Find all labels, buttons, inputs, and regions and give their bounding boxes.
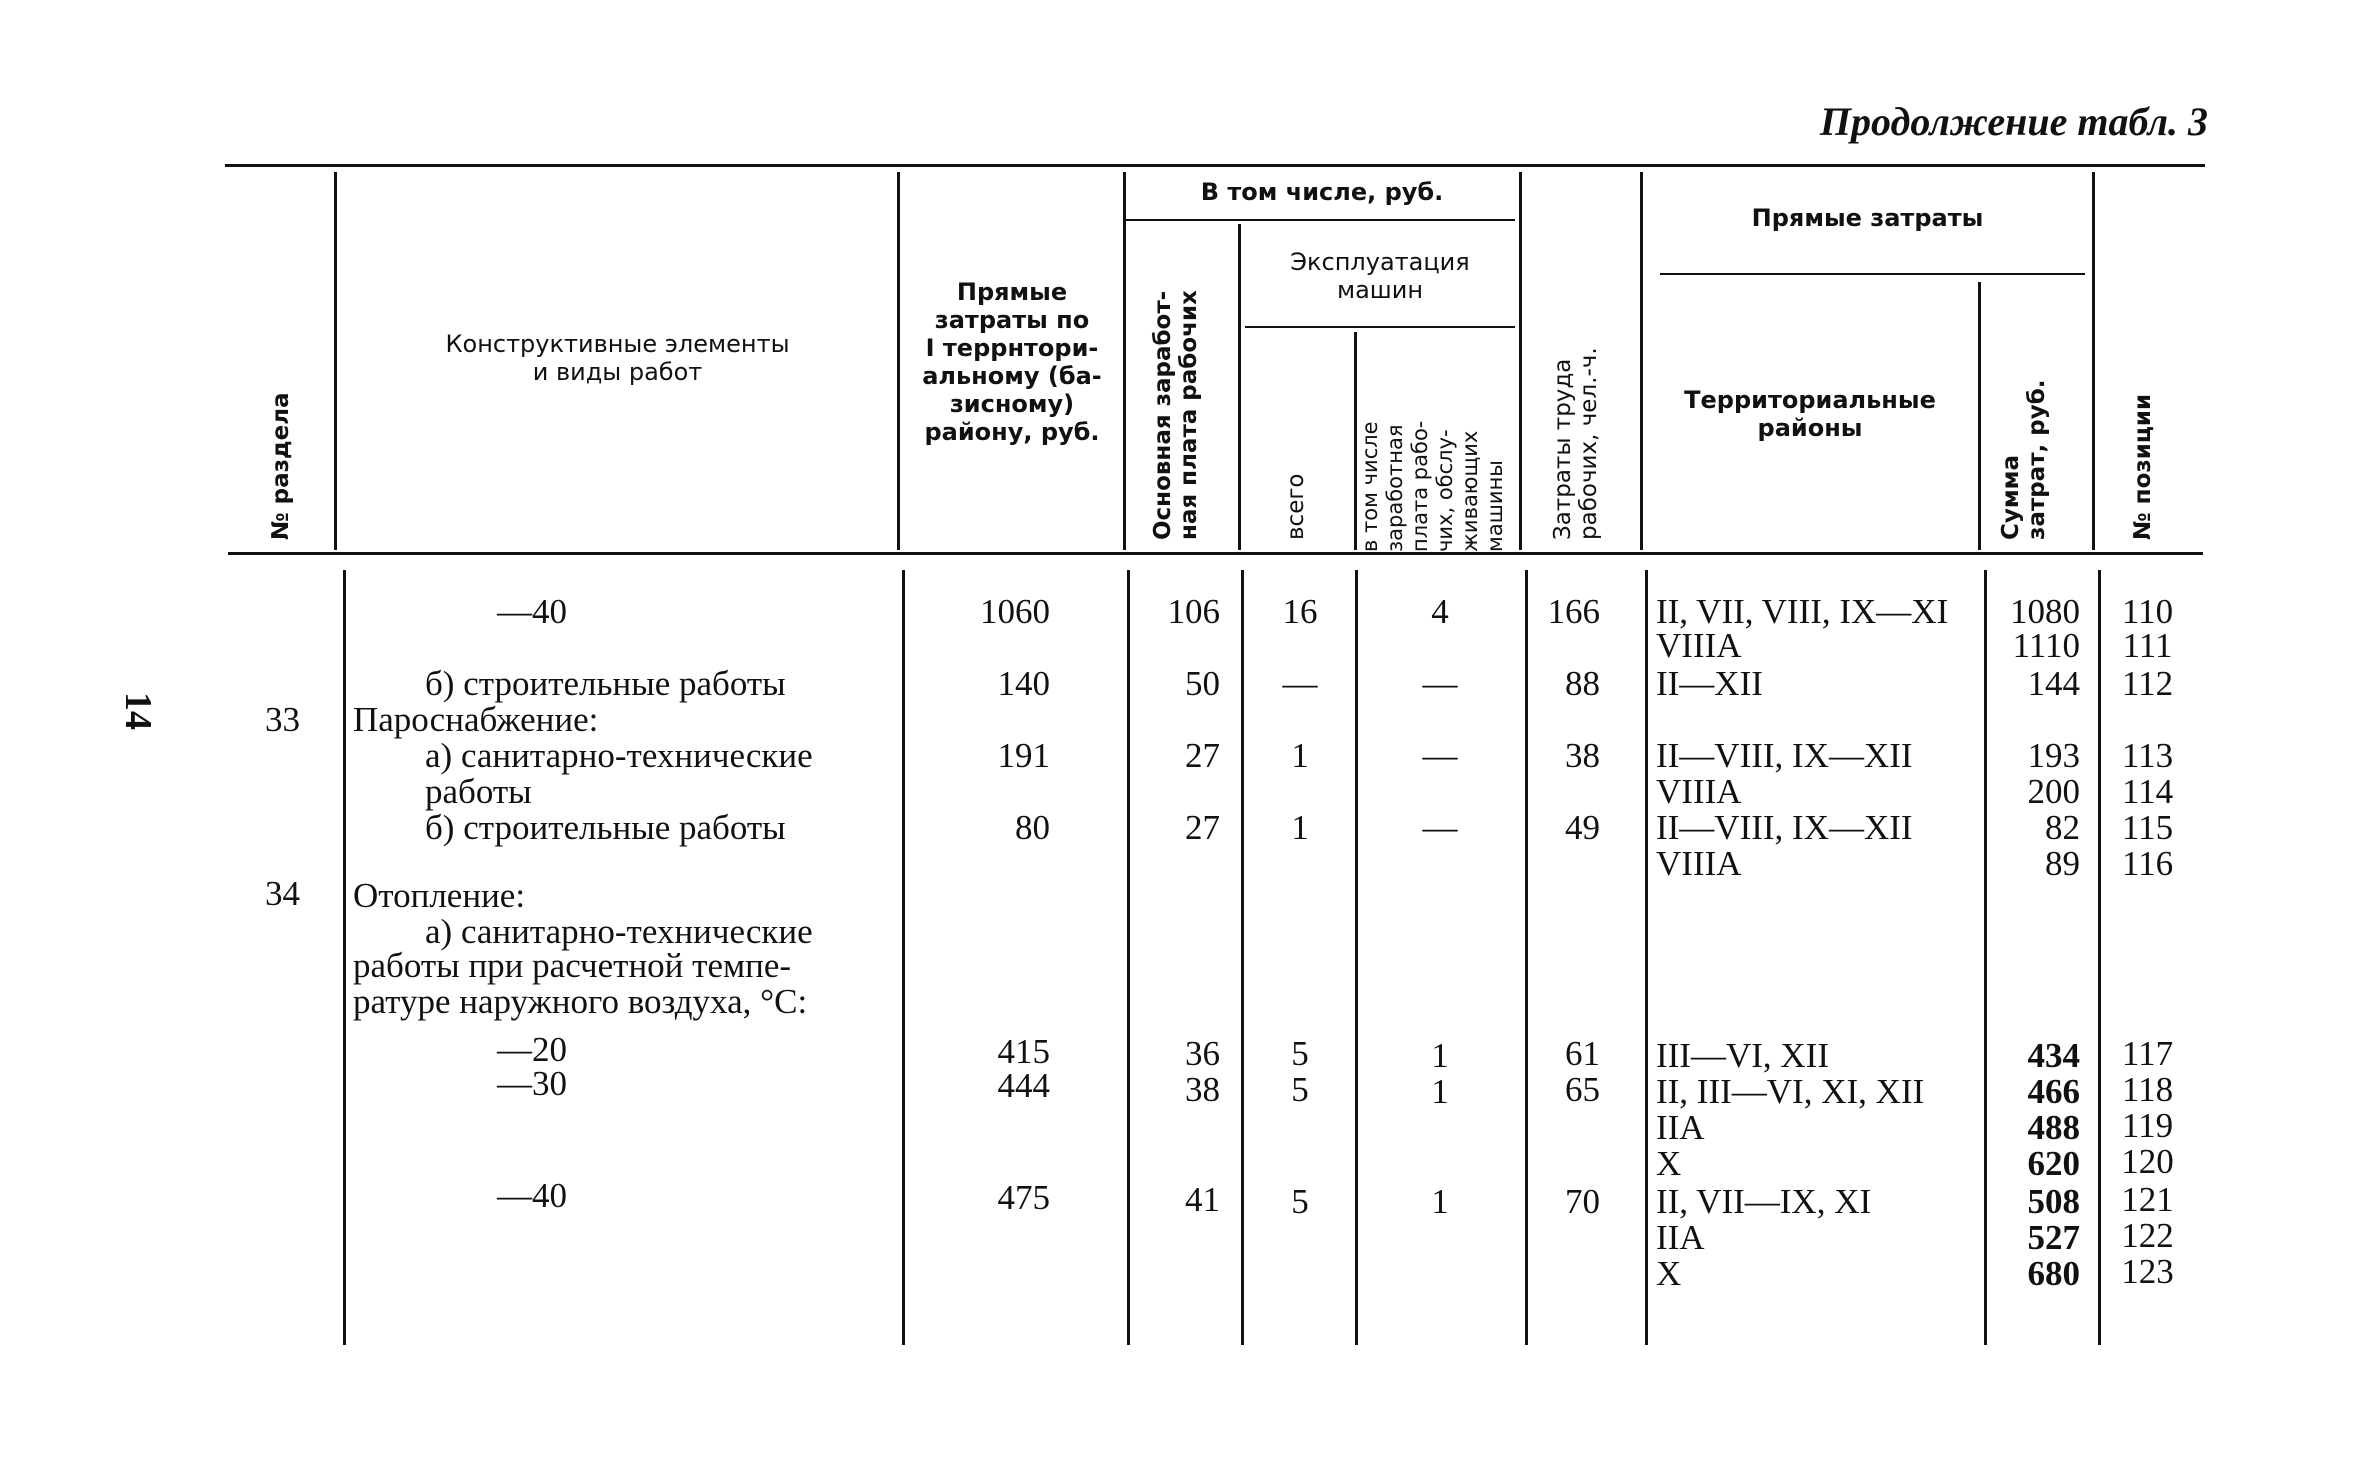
region-line: II—VIII, IX—XII [1656, 736, 1913, 775]
base-cost-cell: 140 [997, 664, 1050, 703]
region-line: II—XII [1656, 664, 1763, 703]
region-line: II, VII—IX, XI [1656, 1182, 1872, 1221]
body-col-divider [1355, 570, 1358, 1345]
sum-line: 488 [2027, 1108, 2080, 1147]
region-line: II, III—VI, XI, XII [1656, 1072, 1925, 1111]
header-bottom-rule [228, 552, 2203, 555]
header-col-divider [334, 172, 337, 550]
labor-cell: 88 [1565, 664, 1600, 703]
sum-line: 466 [2027, 1072, 2080, 1111]
machine-wage-cell: 1 [1431, 1072, 1449, 1111]
region-line: II—VIII, IX—XII [1656, 808, 1913, 847]
base-cost-cell: 191 [997, 736, 1050, 775]
elem-cell: б) строительные работы [425, 664, 786, 703]
wage-cell: 106 [1167, 592, 1220, 631]
sum-line: 200 [2027, 772, 2080, 811]
position-line: 113 [2121, 736, 2174, 775]
base-cost-cell: 475 [997, 1178, 1050, 1217]
header-base-wage: Основная заработ- ная плата рабочих [1150, 290, 1202, 540]
elem-cell: —40 [497, 1176, 567, 1215]
labor-cell: 49 [1565, 808, 1600, 847]
position-line: 117 [2121, 1034, 2174, 1073]
machine-total-cell: 16 [1282, 592, 1318, 631]
base-cost-cell: 1060 [980, 592, 1050, 631]
region-line: II, VII, VIII, IX—XI [1656, 592, 1949, 631]
machine-wage-cell: 1 [1431, 1182, 1449, 1221]
position-line: 122 [2121, 1216, 2174, 1255]
sum-line: 527 [2027, 1218, 2080, 1257]
header-including: В том числе, руб. [1200, 178, 1444, 206]
position-line: 115 [2121, 808, 2174, 847]
position-line: 121 [2121, 1180, 2174, 1219]
body-col-divider [902, 570, 905, 1345]
sum-line: 82 [2045, 808, 2080, 847]
machine-total-cell: 5 [1291, 1182, 1309, 1221]
wage-cell: 38 [1185, 1070, 1220, 1109]
wage-cell: 36 [1185, 1034, 1220, 1073]
header-machine-operation: Эксплуатация машин [1290, 248, 1470, 304]
sum-line: 508 [2027, 1182, 2080, 1221]
sum-line: 434 [2027, 1036, 2080, 1075]
position-line: 112 [2121, 664, 2174, 703]
header-col-divider [1640, 172, 1643, 550]
labor-cell: 65 [1565, 1070, 1600, 1109]
position-line: 118 [2121, 1070, 2174, 1109]
header-col-divider [1238, 224, 1241, 550]
header-elements: Конструктивные элементы и виды работ [445, 330, 790, 386]
header-direct-costs-base: Прямые затраты по I террнтори- альному (ба- зисному) району, руб. [922, 278, 1102, 446]
region-line: VIIIA [1656, 626, 1742, 665]
sum-line: 144 [2027, 664, 2080, 703]
machine-wage-cell: 1 [1431, 1036, 1449, 1075]
wage-cell: 50 [1185, 664, 1220, 703]
region-line: VIIIA [1656, 772, 1742, 811]
body-col-divider [343, 570, 346, 1345]
section-title: Пароснабжение: [353, 700, 599, 739]
elem-cell: работы [425, 772, 532, 811]
machine-wage-cell: — [1422, 808, 1458, 847]
position-line: 116 [2121, 844, 2174, 883]
sum-line: 193 [2027, 736, 2080, 775]
header-sum: Сумма затрат, руб. [1998, 379, 2050, 540]
position-line: 119 [2121, 1106, 2174, 1145]
machine-total-cell: 1 [1291, 736, 1309, 775]
wage-cell: 41 [1185, 1180, 1220, 1219]
body-col-divider [1645, 570, 1648, 1345]
region-line: X [1656, 1254, 1682, 1293]
header-col-divider [1978, 282, 1981, 550]
machine-wage-cell: 4 [1431, 592, 1449, 631]
machine-total-cell: 5 [1291, 1070, 1309, 1109]
header-col-divider [1123, 172, 1126, 550]
region-line: IIA [1656, 1218, 1705, 1257]
machine-wage-cell: — [1422, 736, 1458, 775]
table-caption: Продолжение табл. 3 [1819, 99, 2208, 144]
labor-cell: 38 [1565, 736, 1600, 775]
section-desc-line: ратуре наружного воздуха, °С: [353, 982, 808, 1021]
machine-sub-rule [1245, 326, 1515, 328]
page-number: 14 [117, 692, 159, 730]
header-position-no: № позиции [2130, 393, 2156, 540]
direct-costs-sub-rule [1660, 273, 2085, 275]
position-line: 120 [2121, 1142, 2174, 1181]
base-cost-cell: 415 [997, 1032, 1050, 1071]
table-top-rule [225, 164, 2205, 167]
sum-line: 1080 [2010, 592, 2080, 631]
elem-cell: —20 [497, 1030, 567, 1069]
header-col-divider [897, 172, 900, 550]
including-sub-rule [1125, 219, 1515, 221]
labor-cell: 61 [1565, 1034, 1600, 1073]
header-direct-costs: Прямые затраты [1751, 204, 1984, 232]
labor-cell: 166 [1547, 592, 1600, 631]
machine-total-cell: 1 [1291, 808, 1309, 847]
base-cost-cell: 80 [1015, 808, 1050, 847]
sum-line: 1110 [2012, 626, 2080, 665]
machine-total-cell: 5 [1291, 1034, 1309, 1073]
body-col-divider [1127, 570, 1130, 1345]
header-col-divider [1354, 332, 1357, 550]
header-col-divider [2092, 172, 2095, 550]
elem-cell: б) строительные работы [425, 808, 786, 847]
position-line: 111 [2122, 626, 2173, 665]
section-title: Отопление: [353, 876, 526, 915]
region-line: VIIIA [1656, 844, 1742, 883]
elem-cell: —30 [497, 1064, 567, 1103]
header-section-no: № раздела [268, 392, 294, 540]
machine-wage-cell: — [1422, 664, 1458, 703]
section-number: 33 [265, 700, 300, 739]
header-labor: Затраты труда рабочих, чел.-ч. [1550, 347, 1602, 540]
region-line: III—VI, XII [1656, 1036, 1829, 1075]
header-regions: Территориальные районы [1684, 386, 1936, 442]
body-col-divider [1241, 570, 1244, 1345]
body-col-divider [1525, 570, 1528, 1345]
region-line: X [1656, 1144, 1682, 1183]
sum-line: 89 [2045, 844, 2080, 883]
wage-cell: 27 [1185, 736, 1220, 775]
header-incl-wage: в том числе заработная плата рабо- чих, обслу- живающих машины [1358, 420, 1507, 552]
position-line: 123 [2121, 1252, 2174, 1291]
position-line: 110 [2121, 592, 2174, 631]
section-number: 34 [265, 874, 300, 913]
region-line: IIA [1656, 1108, 1705, 1147]
header-col-divider [1519, 172, 1522, 550]
labor-cell: 70 [1565, 1182, 1600, 1221]
section-desc-line: работы при расчетной темпе- [353, 946, 792, 985]
elem-cell: —40 [497, 592, 567, 631]
body-col-divider [1984, 570, 1987, 1345]
sum-line: 680 [2027, 1254, 2080, 1293]
header-total: всего [1283, 473, 1309, 540]
base-cost-cell: 444 [997, 1066, 1050, 1105]
sum-line: 620 [2027, 1144, 2080, 1183]
machine-total-cell: — [1282, 664, 1318, 703]
wage-cell: 27 [1185, 808, 1220, 847]
section-desc-line: а) санитарно-технические [425, 912, 813, 951]
elem-cell: а) санитарно-технические [425, 736, 813, 775]
position-line: 114 [2121, 772, 2174, 811]
